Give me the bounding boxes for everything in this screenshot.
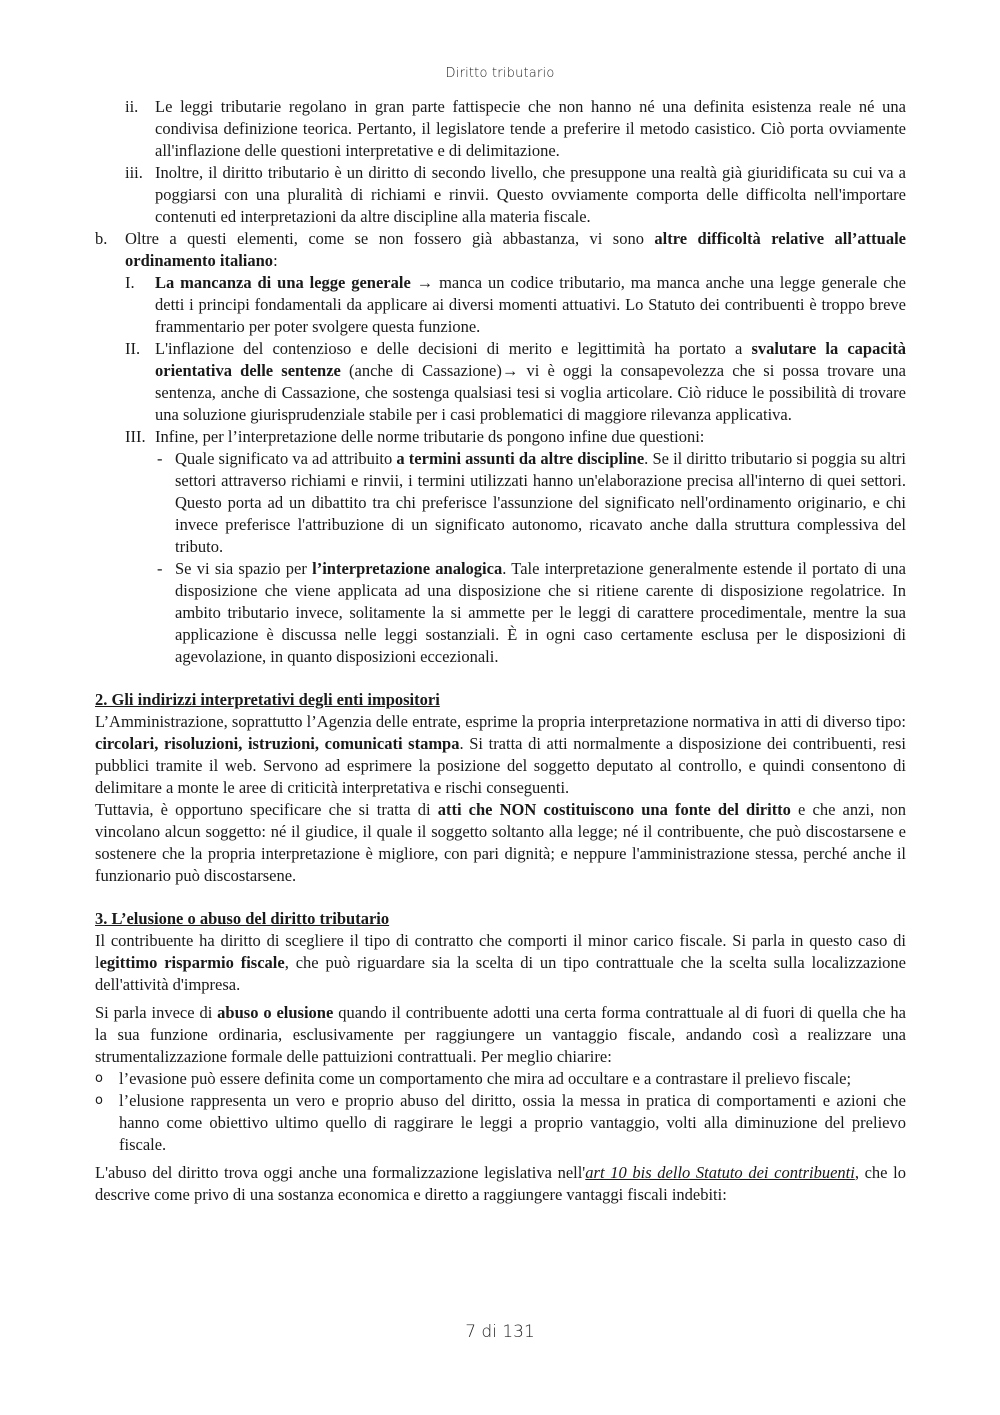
text-run: Si parla invece di [95, 1003, 218, 1022]
bold-text: La mancanza di una legge generale [155, 273, 411, 292]
arrow-icon: → [410, 273, 440, 292]
list-item-text: Infine, per l’interpretazione delle norme tributarie ds pongono infine due questioni: [155, 427, 705, 446]
list-item-text [175, 448, 906, 558]
list-item-b [95, 228, 906, 272]
list-item-text [155, 272, 906, 338]
section-heading: 3. L’elusione o abuso del diritto tributario [95, 909, 390, 928]
list-item-roman-ii [95, 96, 906, 162]
list-marker: iii. [125, 163, 143, 182]
list-item-text: Inoltre, il diritto tributario è un diritto di secondo livello, che presuppone una realtà già giuridificata su cui va a poggiarsi con una pluralità di richiami e rinvii. Questo ovviamente comporta delle difficolta nell'importare contenuti ed interpretazioni da altre discipline alla materia fiscale. [155, 163, 906, 226]
text-run: . Si tratta di atti normalmente a disposizione dei contribuenti, resi pubblici tramite il web. Servono ad esprimere la posizione del soggetto deputato al controllo, e quindi consentono di delimitare a monte le aree di criticità interpretativa e rischi conseguenti. [95, 734, 906, 797]
text-run: , che lo descrive come privo di una sostanza economica e diretto a raggiungere vantaggi fiscali indebiti: [95, 1163, 907, 1204]
list-marker: II. [125, 339, 141, 358]
text-run: quando il contribuente adotti una certa forma contrattuale al di fuori di quella che ha la sua funzione ordinaria, esclusivamente per raggiungere un vantaggio fiscale, andando così a realizzare una strumentalizzazione formale delle pattuizioni contrattuali. Per meglio chiarire: [95, 1003, 906, 1066]
text-run: Quale significato va ad attribuito [175, 449, 397, 468]
text-run: L'abuso del diritto trova oggi anche una formalizzazione legislativa nell' [95, 1163, 586, 1182]
bold-text: a termini assunti da altre discipline [396, 449, 645, 468]
bold-text: egittimo risparmio fiscale [99, 953, 285, 972]
text-run: , che può riguardare sia la scelta di un tipo contrattuale che la scelta sulla localizzazione dell'attività d'impresa. [95, 953, 906, 994]
text-run: L'inflazione del contenzioso e delle decisioni di merito e legittimità ha portato a [155, 339, 752, 358]
text-run: . Tale interpretazione generalmente estende il portato di una disposizione che viene applicata ad una disposizione che si ritiene carente di disposizione regolatrice. In ambito tributario invece, solitamente la si ammette per le leggi di carattere procedimentale, mentre la sua applicazione è discussa nelle leggi sostanziali. È in ogni caso certamente esclusa per le disposizioni di agevolazione, in quanto disposizioni eccezionali. [175, 559, 906, 666]
document-body [95, 96, 906, 1206]
page-number: 7 di 131 [465, 1322, 535, 1342]
list-item-text [175, 558, 906, 668]
bold-text: svalutare la capacità orientativa delle sentenze [155, 339, 906, 380]
text-run: manca un codice tributario, ma manca anche una legge generale che detti i principi fondamentali da applicare ai diversi momenti attuativi. Lo Statuto dei contribuenti è troppo breve frammentario per poter svolgere questa funzione. [155, 273, 906, 336]
dash-list-item [95, 448, 906, 558]
running-header: Diritto tributario [445, 66, 555, 81]
section-heading: 2. Gli indirizzi interpretativi degli enti impositori [95, 690, 440, 709]
list-marker: ii. [125, 97, 139, 116]
bold-text: altre difficoltà relative all’attuale ordinamento italiano [125, 229, 906, 270]
statuto-contribuenti-link[interactable]: art 10 bis dello Statuto dei contribuenti [585, 1163, 855, 1182]
list-item-text [155, 338, 906, 426]
bold-text: atti che NON costituiscono una fonte del diritto [437, 800, 791, 819]
paragraph [95, 799, 906, 887]
text-run: : [273, 251, 278, 270]
list-item-text: l’elusione rappresenta un vero e proprio abuso del diritto, ossia la messa in pratica di comportamenti e azioni che hanno come obiettivo ultimo quello di raggirare le leggi a proprio vantaggio, volti alla diminuzione del prelievo fiscale. [119, 1091, 906, 1154]
list-marker: III. [125, 427, 146, 446]
dash-list-item [95, 558, 906, 668]
bullet-list-item [95, 1090, 906, 1156]
paragraph [95, 1002, 906, 1068]
bold-text: l’interpretazione analogica [312, 559, 503, 578]
list-item-text [125, 228, 906, 272]
text-run: Se vi sia spazio per [175, 559, 313, 578]
list-marker: I. [125, 273, 135, 292]
list-marker: b. [95, 229, 108, 248]
text-run: Il contribuente ha diritto di scegliere il tipo di contratto che comporti il minor carico fiscale. Si parla in questo caso di l [95, 931, 906, 972]
paragraph [95, 1162, 906, 1206]
text-run: Oltre a questi elementi, come se non fossero già abbastanza, vi sono [125, 229, 655, 248]
list-item-roman-II [95, 338, 906, 426]
list-item-roman-III [95, 426, 906, 448]
text-run: (anche di Cassazione)→ vi è oggi la consapevolezza che si possa trovare una sentenza, anche di Cassazione, che sostenga qualsiasi tesi si voglia articolare. Ciò riduce le possibilità di trovare una soluzione giurisprudenziale stabile per i casi problematici di maggiore rilevanza applicativa. [155, 361, 906, 424]
paragraph [95, 711, 906, 799]
text-run: Tuttavia, è opportuno specificare che si tratta di [95, 800, 438, 819]
text-run: e che anzi, non vincolano alcun soggetto: né il giudice, il quale il soggetto soltanto alla legge; né il contribuente, che può discostarsene e sostenere che la propria interpretazione è migliore, con pari dignità; e neppure l'amministrazione stessa, perché anche il funzionario può discostarsene. [95, 800, 906, 885]
list-marker: - [157, 559, 163, 578]
paragraph [95, 930, 906, 996]
list-item-text: l’evasione può essere definita come un comportamento che mira ad occultare e a contrastare il prelievo fiscale; [119, 1069, 852, 1088]
list-item-text: Le leggi tributarie regolano in gran parte fattispecie che non hanno né una definita esistenza reale né una condivisa definizione teorica. Pertanto, il legislatore tende a preferire il metodo casistico. Ciò porta ovviamente all'inflazione delle questioni interpretative e di delimitazione. [155, 97, 906, 160]
circle-bullet-icon: o [95, 1071, 103, 1086]
circle-bullet-icon: o [95, 1093, 103, 1108]
bold-text: circolari, risoluzioni, istruzioni, comunicati stampa [95, 734, 460, 753]
list-item-roman-iii [95, 162, 906, 228]
list-marker: - [157, 449, 163, 468]
list-item-roman-I [95, 272, 906, 338]
bullet-list-item [95, 1068, 906, 1090]
bold-text: abuso o elusione [217, 1003, 334, 1022]
text-run: L’Amministrazione, soprattutto l’Agenzia delle entrate, esprime la propria interpretazione normativa in atti di diverso tipo: [95, 712, 906, 731]
text-run: . Se il diritto tributario si poggia su altri settori attraverso richiami e rinvii, i termini utilizzati hanno un'elaborazione precisa all'interno di quei settori. Questo porta ad un dibattito tra chi preferisce l'assunzione del significato nell'ordinamento originario, e chi invece preferisce l'attribuzione di un significato autonomo, ricavato anche dalla struttura complessiva del tributo. [175, 449, 906, 556]
